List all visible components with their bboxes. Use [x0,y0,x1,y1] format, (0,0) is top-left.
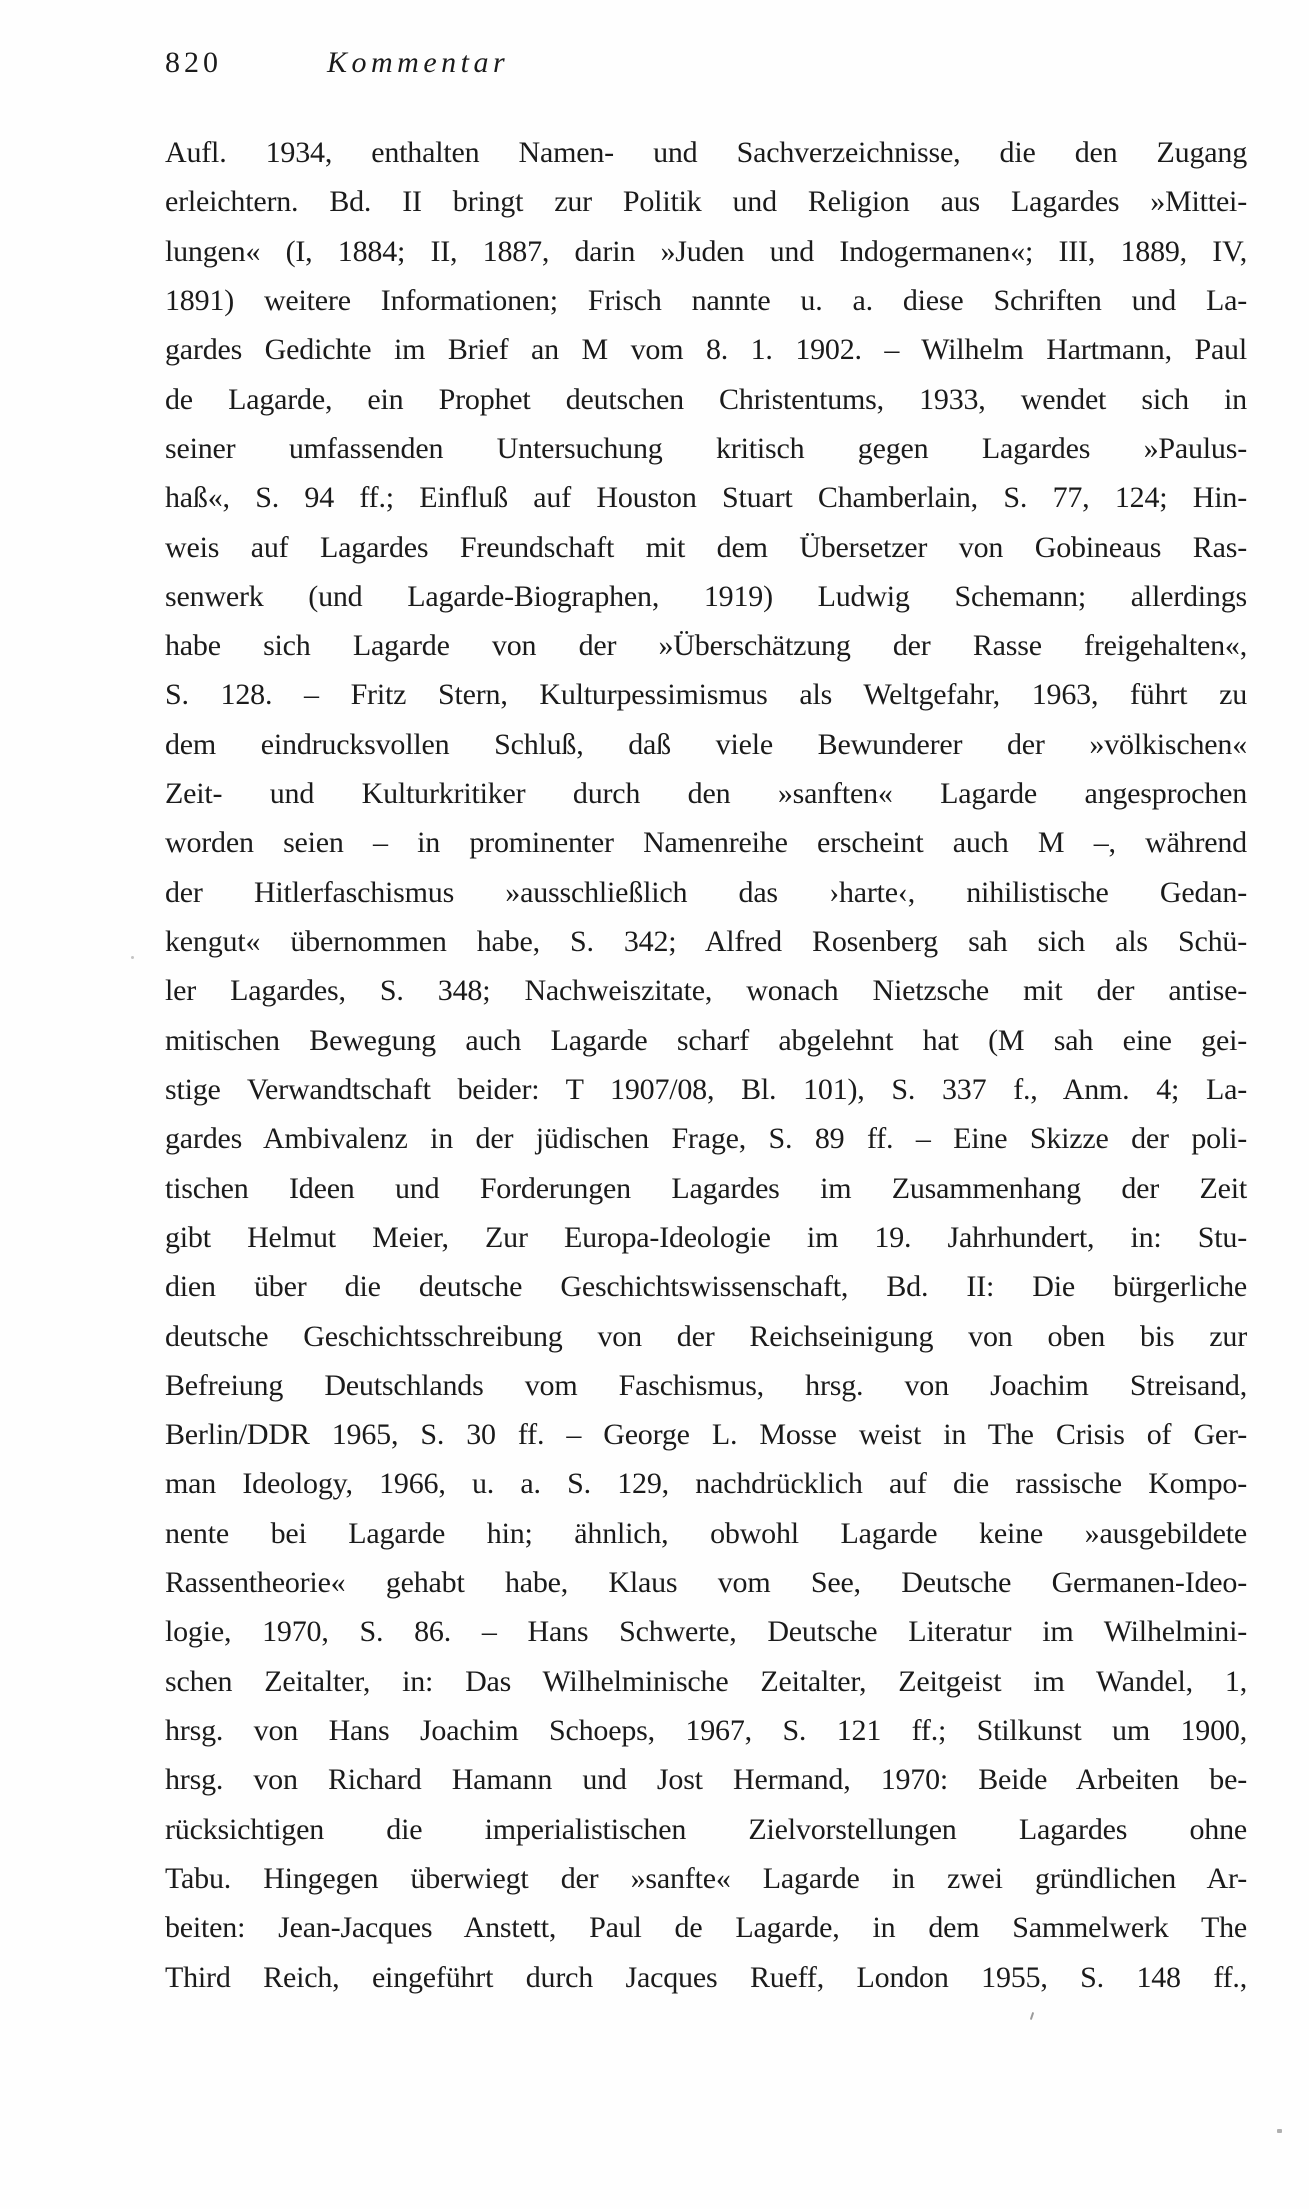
text-line: haß«, S. 94 ff.; Einfluß auf Houston Stuart Chamberlain, S. 77, 124; Hin- [165,481,1247,515]
text-line: S. 128. – Fritz Stern, Kulturpessimismus als Weltgefahr, 1963, führt zu [165,678,1247,712]
commentary-text-block [165,128,1247,2002]
text-line: 1891) weitere Informationen; Frisch nannte u. a. diese Schriften und La- [165,283,1247,317]
scan-speck [1277,2129,1282,2133]
text-line: habe sich Lagarde von der »Überschätzung der Rasse freigehalten«, [165,629,1247,663]
page-number: 820 [165,46,222,79]
text-line: gardes Ambivalenz in der jüdischen Frage, S. 89 ff. – Eine Skizze der poli- [165,1122,1247,1156]
text-line: ler Lagardes, S. 348; Nachweiszitate, wonach Nietzsche mit der antise- [165,974,1247,1008]
text-line: man Ideology, 1966, u. a. S. 129, nachdrücklich auf die rassische Kompo- [165,1467,1247,1501]
text-line: rücksichtigen die imperialistischen Zielvorstellungen Lagardes ohne [165,1812,1247,1846]
running-head-title: Kommentar [327,46,510,79]
text-line: Tabu. Hingegen überwiegt der »sanfte« Lagarde in zwei gründlichen Ar- [165,1861,1247,1895]
text-line: gardes Gedichte im Brief an M vom 8. 1. 1902. – Wilhelm Hartmann, Paul [165,333,1247,367]
scan-speck [131,956,134,959]
text-line: schen Zeitalter, in: Das Wilhelminische Zeitalter, Zeitgeist im Wandel, 1, [165,1664,1247,1698]
text-line: Zeit- und Kulturkritiker durch den »sanften« Lagarde angesprochen [165,777,1247,811]
text-line: worden seien – in prominenter Namenreihe erscheint auch M –, während [165,826,1247,860]
text-line: Befreiung Deutschlands vom Faschismus, hrsg. von Joachim Streisand, [165,1368,1247,1402]
text-line: weis auf Lagardes Freundschaft mit dem Übersetzer von Gobineaus Ras- [165,530,1247,564]
text-line: stige Verwandtschaft beider: T 1907/08, Bl. 101), S. 337 f., Anm. 4; La- [165,1072,1247,1106]
text-line: de Lagarde, ein Prophet deutschen Christentums, 1933, wendet sich in [165,382,1247,416]
text-line: nente bei Lagarde hin; ähnlich, obwohl Lagarde keine »ausgebildete [165,1516,1247,1550]
text-line: dien über die deutsche Geschichtswissenschaft, Bd. II: Die bürgerliche [165,1270,1247,1304]
text-line: kengut« übernommen habe, S. 342; Alfred Rosenberg sah sich als Schü- [165,925,1247,958]
text-line: Rassentheorie« gehabt habe, Klaus vom See, Deutsche Germanen-Ideo- [165,1566,1247,1600]
text-line: Berlin/DDR 1965, S. 30 ff. – George L. Mosse weist in The Crisis of Ger- [165,1418,1247,1452]
text-line: der Hitlerfaschismus »ausschließlich das ›harte‹, nihilistische Gedan- [165,875,1247,909]
text-line: mitischen Bewegung auch Lagarde scharf abgelehnt hat (M sah eine gei- [165,1023,1247,1057]
text-line: dem eindrucksvollen Schluß, daß viele Bewunderer der »völkischen« [165,727,1247,761]
text-line: deutsche Geschichtsschreibung von der Reichseinigung von oben bis zur [165,1319,1247,1353]
text-line: lungen« (I, 1884; II, 1887, darin »Juden und Indogermanen«; III, 1889, IV, [165,234,1247,268]
text-line: beiten: Jean-Jacques Anstett, Paul de Lagarde, in dem Sammelwerk The [165,1911,1247,1945]
text-line: hrsg. von Richard Hamann und Jost Hermand, 1970: Beide Arbeiten be- [165,1763,1247,1797]
text-line: senwerk (und Lagarde-Biographen, 1919) Ludwig Schemann; allerdings [165,579,1247,613]
running-header [0,38,1309,88]
text-line: seiner umfassenden Untersuchung kritisch gegen Lagardes »Paulus- [165,431,1247,465]
text-line: Third Reich, eingeführt durch Jacques Rueff, London 1955, S. 148 ff., [165,1960,1247,1994]
text-line: tischen Ideen und Forderungen Lagardes im Zusammenhang der Zeit [165,1171,1247,1205]
text-line: gibt Helmut Meier, Zur Europa-Ideologie im 19. Jahrhundert, in: Stu- [165,1220,1247,1254]
text-line: erleichtern. Bd. II bringt zur Politik und Religion aus Lagardes »Mittei- [165,185,1247,219]
text-line: hrsg. von Hans Joachim Schoeps, 1967, S. 121 ff.; Stilkunst um 1900, [165,1714,1247,1747]
text-line: logie, 1970, S. 86. – Hans Schwerte, Deutsche Literatur im Wilhelmini- [165,1615,1247,1649]
text-line: Aufl. 1934, enthalten Namen- und Sachverzeichnisse, die den Zugang [165,136,1247,169]
scan-speck [1030,2012,1034,2020]
